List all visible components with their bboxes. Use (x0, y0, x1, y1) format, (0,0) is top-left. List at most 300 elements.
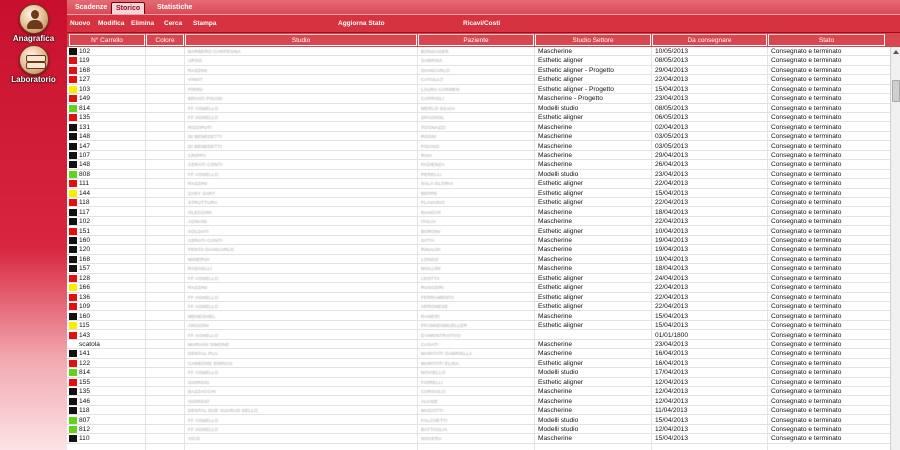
cell-da-consegnare: 10/05/2013 (655, 48, 689, 55)
cell-paziente: CATULLO (421, 77, 444, 83)
color-swatch (69, 105, 77, 112)
cell-stato: Consegnato e terminato (771, 397, 842, 405)
color-swatch (69, 143, 77, 150)
color-swatch (69, 161, 77, 168)
cell-studio-settore: Modelli studio (538, 104, 579, 112)
cell-studio: ANGIONI (188, 323, 209, 329)
cell-carrello: 166 (79, 284, 91, 292)
color-swatch (69, 379, 77, 386)
color-swatch (69, 57, 77, 64)
cell-studio-settore: Esthetic aligner (538, 199, 584, 207)
nuovo-button[interactable]: Nuovo (70, 20, 91, 27)
sidebar-item-label: Anagrafica (12, 34, 55, 43)
cell-stato: Consegnato e terminato (771, 123, 842, 131)
cell-da-consegnare: 12/04/2013 (655, 388, 689, 396)
cell-studio: FF AGNELLO (188, 105, 219, 111)
cell-stato: Consegnato e terminato (771, 378, 842, 386)
cell-studio-settore: Esthetic aligner (538, 303, 584, 311)
cell-paziente: TOGNAZZI (421, 124, 446, 130)
cell-studio: SOLDATI (188, 228, 209, 234)
cell-carrello: 814 (79, 369, 91, 377)
table-row[interactable] (67, 123, 890, 132)
cell-studio-settore: Esthetic aligner (538, 284, 584, 292)
cell-carrello: 147 (79, 142, 91, 150)
cell-da-consegnare: 18/04/2013 (655, 265, 689, 273)
table-row[interactable] (67, 378, 890, 387)
cell-stato: Consegnato e terminato (771, 189, 842, 197)
table-row[interactable] (67, 349, 890, 358)
cell-studio-settore: Esthetic aligner (538, 274, 584, 282)
cell-stato: Consegnato e terminato (771, 426, 842, 433)
color-swatch (69, 256, 77, 263)
cell-studio: GIORGIO (188, 398, 210, 404)
cell-stato: Consegnato e terminato (771, 95, 842, 103)
cell-paziente: MERLO SILVIA (421, 105, 455, 111)
table-row[interactable] (67, 406, 890, 415)
stampa-button[interactable]: Stampa (193, 20, 217, 27)
color-swatch (69, 190, 77, 197)
cell-stato: Consegnato e terminato (771, 85, 842, 93)
cell-studio: GIORGIO (188, 379, 210, 385)
cell-studio-settore: Esthetic aligner (538, 114, 584, 122)
cell-stato: Consegnato e terminato (771, 114, 842, 122)
color-swatch (69, 124, 77, 131)
cell-paziente: SABRINA (421, 58, 443, 64)
vertical-scrollbar[interactable] (890, 47, 900, 450)
ricavi-costi-button[interactable]: Ricavi/Costi (463, 20, 501, 27)
cell-carrello: 128 (79, 274, 91, 282)
table-row[interactable] (67, 113, 890, 122)
cell-stato: Consegnato e terminato (771, 293, 842, 301)
cell-stato: Consegnato e terminato (771, 331, 842, 339)
cell-da-consegnare: 17/04/2013 (655, 369, 689, 377)
table-row[interactable] (67, 56, 890, 65)
cell-studio: FF AGNELLO (188, 115, 219, 121)
table-row[interactable] (67, 236, 890, 245)
table-row[interactable] (67, 66, 890, 75)
cell-da-consegnare: 15/04/2013 (655, 416, 689, 424)
cell-da-consegnare: 29/04/2013 (655, 66, 689, 74)
cell-da-consegnare: 22/04/2013 (655, 284, 689, 292)
cell-da-consegnare: 15/04/2013 (655, 322, 689, 330)
table-row[interactable] (67, 425, 890, 434)
cell-studio: OLEGGINI (188, 209, 212, 215)
cell-paziente: PISANO (421, 143, 440, 149)
cerca-button[interactable]: Cerca (164, 20, 183, 27)
color-swatch (69, 152, 77, 159)
cell-da-consegnare: 12/04/2013 (655, 378, 689, 386)
cell-da-consegnare: 01/01/1800 (655, 331, 689, 339)
table-row[interactable] (67, 189, 890, 198)
color-swatch (69, 284, 77, 291)
color-swatch (69, 407, 77, 414)
cell-carrello: 157 (79, 265, 91, 273)
cell-carrello: 146 (79, 397, 91, 405)
cell-carrello: 814 (79, 104, 91, 112)
table-row[interactable] (67, 340, 890, 349)
cell-studio: MINERVA (188, 256, 210, 262)
cell-studio-settore: Mascherine (538, 246, 573, 254)
cell-studio: FF AGNELLO (188, 275, 219, 281)
color-swatch (69, 218, 77, 225)
cell-studio-settore: Esthetic aligner (538, 293, 584, 301)
color-swatch (69, 388, 77, 395)
cell-da-consegnare: 02/04/2013 (655, 123, 689, 131)
cell-da-consegnare: 03/05/2013 (655, 142, 689, 150)
table-row[interactable] (67, 416, 890, 425)
color-swatch (69, 360, 77, 367)
cell-carrello: 136 (79, 293, 91, 301)
cell-studio-settore: Mascherine (538, 407, 573, 415)
table-row[interactable] (67, 255, 890, 264)
table-row[interactable] (67, 160, 890, 169)
cell-da-consegnare: 24/04/2013 (655, 274, 689, 282)
cell-carrello: 118 (79, 407, 90, 415)
tab-storico[interactable]: Storico (111, 2, 145, 14)
table-row[interactable] (67, 434, 890, 443)
table-row[interactable] (67, 142, 890, 151)
cell-stato: Consegnato e terminato (771, 199, 842, 207)
cell-da-consegnare: 12/04/2013 (655, 397, 689, 405)
table-row[interactable] (67, 397, 890, 406)
storico-table (67, 47, 890, 450)
table-row[interactable] (67, 132, 890, 141)
cell-da-consegnare: 15/04/2013 (655, 312, 689, 320)
cell-studio-settore: Mascherine (538, 48, 573, 55)
cell-paziente: FALCHETTI (421, 417, 448, 423)
cell-da-consegnare: 10/04/2013 (655, 227, 689, 235)
table-row[interactable] (67, 151, 890, 160)
cell-paziente: FERRAMENTA (421, 294, 455, 300)
cell-stato: Consegnato e terminato (771, 274, 842, 282)
cell-studio: MARIANI SIMONE (188, 341, 230, 347)
cell-stato: Consegnato e terminato (771, 237, 842, 244)
cell-da-consegnare: 19/04/2013 (655, 255, 689, 263)
table-row[interactable] (67, 217, 890, 226)
cell-da-consegnare: 22/04/2013 (655, 76, 689, 84)
cell-studio-settore: Esthetic aligner (538, 76, 584, 84)
cell-stato: Consegnato e terminato (771, 48, 842, 55)
cell-paziente: RANERI (421, 313, 440, 319)
table-row[interactable] (67, 179, 890, 188)
cell-da-consegnare: 19/04/2013 (655, 246, 689, 254)
cell-da-consegnare: 15/04/2013 (655, 85, 689, 93)
table-row[interactable] (67, 245, 890, 254)
cell-paziente: BIANCHI (421, 209, 442, 215)
cell-da-consegnare: 15/04/2013 (655, 435, 689, 443)
cell-carrello: 160 (79, 312, 91, 320)
cell-studio-settore: Esthetic aligner (538, 359, 584, 367)
cell-da-consegnare: 15/04/2013 (655, 189, 689, 197)
cell-studio: CARBONE ENRICO (188, 360, 233, 366)
elimina-button[interactable]: Elimina (131, 20, 155, 27)
cell-paziente: BATTAGLIA (421, 427, 448, 432)
cell-studio: BAZZACCHI (188, 389, 216, 395)
color-swatch (69, 86, 77, 93)
cell-paziente: PAZIENZA (421, 162, 445, 168)
column-header-studio[interactable]: Studio (185, 34, 417, 46)
cell-da-consegnare: 22/04/2013 (655, 303, 689, 311)
cell-paziente: PFANNENMUELLER (421, 323, 468, 329)
cell-paziente: SPAGNOL (421, 115, 445, 121)
color-swatch (69, 369, 77, 376)
color-swatch (69, 265, 77, 272)
column-header-da-consegnare[interactable]: Da consegnare (652, 34, 767, 46)
color-swatch (69, 322, 77, 329)
cell-paziente: CASATI (421, 341, 439, 347)
color-swatch (69, 237, 77, 244)
column-header-paziente[interactable]: Paziente (418, 34, 534, 46)
cell-stato: Consegnato e terminato (771, 416, 842, 424)
cell-carrello: 807 (79, 416, 91, 424)
cell-paziente: NOCERA (421, 436, 442, 442)
cell-stato: Consegnato e terminato (771, 180, 842, 188)
table-row[interactable] (67, 368, 890, 377)
sidebar-item-laboratorio[interactable] (0, 45, 67, 84)
cell-studio: FF AGNELLO (188, 332, 219, 338)
table-row[interactable] (67, 283, 890, 292)
cell-stato: Consegnato e terminato (771, 161, 842, 169)
cell-studio: FF AGNELLO (188, 294, 219, 300)
scroll-up-icon[interactable] (892, 48, 900, 56)
cell-stato: Consegnato e terminato (771, 76, 842, 84)
column-header-studio-settore[interactable]: Studio Settore (535, 34, 651, 46)
cell-stato: Consegnato e terminato (771, 133, 842, 141)
cell-da-consegnare: 26/04/2013 (655, 161, 689, 169)
color-swatch (69, 350, 77, 357)
cell-carrello: 151 (79, 227, 91, 235)
cell-carrello: 102 (79, 218, 91, 226)
cell-studio: FF AGNELLO (188, 417, 219, 423)
cell-paziente: PLAVARIO (421, 200, 445, 206)
cell-studio-settore: Modelli studio (538, 426, 579, 433)
cell-carrello: 120 (79, 246, 91, 254)
cell-studio-settore: Mascherine (538, 123, 573, 131)
cell-studio: VINOT (188, 77, 204, 83)
cell-carrello: 168 (79, 66, 91, 74)
cell-carrello: 141 (79, 350, 91, 358)
cell-studio-settore: Mascherine (538, 397, 573, 405)
cell-carrello: 103 (79, 85, 91, 93)
color-swatch (69, 275, 77, 282)
cell-da-consegnare: 22/04/2013 (655, 199, 689, 207)
cell-carrello: 143 (79, 331, 91, 339)
cell-da-consegnare: 12/04/2013 (655, 426, 689, 433)
cell-carrello: 148 (79, 133, 91, 141)
cell-studio-settore: Mascherine (538, 350, 573, 358)
cell-stato: Consegnato e terminato (771, 142, 842, 150)
cell-stato: Consegnato e terminato (771, 255, 842, 263)
cell-studio-settore: Esthetic aligner (538, 180, 584, 188)
cell-studio: DI BENEDETTI (188, 134, 223, 140)
cell-paziente: LEOTTA (421, 275, 440, 281)
cell-paziente: GIANCARLO (421, 67, 450, 73)
cell-carrello: 149 (79, 95, 91, 103)
cell-studio-settore: Mascherine - Progetto (538, 95, 603, 103)
cell-studio: RAZZINI (188, 285, 208, 291)
table-row[interactable] (67, 321, 890, 330)
sidebar-item-anagrafica[interactable] (0, 4, 67, 43)
color-swatch (69, 180, 77, 187)
cell-carrello: 168 (79, 255, 91, 263)
cell-studio: MENEGHEL (188, 313, 216, 319)
aggiorna-stato-button[interactable]: Aggiorna Stato (338, 20, 385, 27)
cell-studio-settore: Esthetic aligner (538, 227, 584, 235)
cell-carrello: 155 (79, 378, 91, 386)
color-swatch (69, 426, 77, 433)
color-swatch (69, 171, 77, 178)
cell-studio-settore: Mascherine (538, 265, 573, 273)
cell-da-consegnare: 11/04/2013 (655, 407, 688, 415)
cell-studio: PENTA GIANCARLO (188, 247, 235, 253)
cell-studio: PIRINI (188, 86, 203, 92)
cell-studio: DI BENEDETTI (188, 143, 223, 149)
color-swatch (69, 114, 77, 121)
cell-carrello: 118 (79, 199, 90, 207)
table-row[interactable] (67, 227, 890, 236)
cell-paziente: D'AMOSTRATIVO (421, 332, 461, 338)
cell-da-consegnare: 22/04/2013 (655, 180, 689, 188)
cell-stato: Consegnato e terminato (771, 303, 842, 311)
sidebar-item-label: Laboratorio (11, 75, 56, 84)
cell-paziente: BEPPE (421, 190, 438, 196)
cell-studio: DENTAL DUE SUARAD DELLO (188, 408, 258, 414)
table-row[interactable] (67, 312, 890, 321)
left-sidebar (0, 0, 67, 450)
column-header-stato[interactable]: Stato (768, 34, 885, 46)
cell-stato: Consegnato e terminato (771, 151, 842, 159)
table-row[interactable] (67, 387, 890, 396)
cell-stato: Consegnato e terminato (771, 435, 842, 443)
table-row[interactable] (67, 104, 890, 113)
cell-studio: FF AGNELLO (188, 304, 219, 310)
cell-carrello: 122 (79, 359, 91, 367)
cell-studio-settore: Mascherine (538, 208, 573, 216)
cell-studio-settore: Mascherine (538, 133, 573, 141)
cell-paziente: ITALIA (421, 219, 436, 225)
color-swatch (69, 246, 77, 253)
cell-da-consegnare: 23/04/2013 (655, 95, 689, 103)
color-swatch (69, 398, 77, 405)
table-row[interactable] (67, 94, 890, 103)
table-row[interactable] (67, 47, 890, 56)
color-swatch (69, 228, 77, 235)
cell-paziente: BONSAGER (421, 49, 449, 54)
cell-da-consegnare: 19/04/2013 (655, 237, 689, 244)
cell-studio-settore: Modelli studio (538, 170, 579, 178)
color-swatch (69, 313, 77, 320)
cell-studio: RAZZINI (188, 181, 208, 187)
cell-studio-settore: Esthetic aligner (538, 189, 584, 197)
person-icon (19, 4, 49, 34)
color-swatch (69, 76, 77, 83)
table-row[interactable] (67, 198, 890, 207)
cell-studio-settore: Mascherine (538, 388, 573, 396)
table-row[interactable] (67, 170, 890, 179)
cell-stato: Consegnato e terminato (771, 312, 842, 320)
cell-stato: Consegnato e terminato (771, 359, 842, 367)
cell-paziente: SITTA (421, 238, 435, 243)
cell-paziente: RUGGERI (421, 285, 444, 291)
table-row[interactable] (67, 85, 890, 94)
cell-paziente: LAURA CARMEN (421, 86, 460, 92)
cell-carrello: 119 (79, 57, 90, 65)
cell-studio: STRUTTURA (188, 200, 218, 206)
cell-studio: RIZZIPUTI (188, 124, 212, 130)
cell-paziente: CORSOLO (421, 389, 446, 395)
cell-studio: RADAELLI (188, 266, 212, 272)
cell-studio: ZARY ZARY (188, 190, 216, 196)
cell-paziente: RIVA (421, 152, 433, 158)
cell-da-consegnare: 08/05/2013 (655, 104, 689, 112)
column-header-colore[interactable]: Colore (146, 34, 184, 46)
table-row[interactable] (67, 359, 890, 368)
cell-stato: Consegnato e terminato (771, 246, 842, 254)
table-row[interactable] (67, 293, 890, 302)
cell-paziente: MOLLINI (421, 266, 441, 272)
cell-stato: Consegnato e terminato (771, 57, 842, 65)
cell-studio: FF AGNELLO (188, 370, 219, 376)
table-row[interactable] (67, 331, 890, 340)
table-row[interactable] (67, 274, 890, 283)
table-row[interactable] (67, 208, 890, 217)
cell-carrello: 127 (79, 76, 91, 84)
color-swatch (69, 332, 77, 339)
cell-da-consegnare: 06/05/2013 (655, 114, 689, 122)
cell-paziente: SALA GLORIA (421, 181, 454, 187)
cell-studio-settore: Mascherine (538, 218, 573, 226)
color-swatch (69, 209, 77, 216)
cell-studio-settore: Esthetic aligner - Progetto (538, 85, 614, 93)
column-header-carrello[interactable]: N° Carrello (69, 34, 145, 46)
cell-studio-settore: Mascherine (538, 340, 573, 348)
cell-paziente: MAGOTTI (421, 408, 444, 414)
cell-paziente: ROSSI (421, 134, 437, 140)
cell-studio-settore: Mascherine (538, 161, 573, 169)
cell-paziente: FIORELLI (421, 379, 444, 385)
cell-studio-settore: Mascherine (538, 312, 573, 320)
scrollbar-thumb[interactable] (892, 80, 900, 102)
color-swatch (69, 133, 77, 140)
modifica-button[interactable]: Modifica (98, 20, 125, 27)
table-row[interactable] (67, 302, 890, 311)
cell-paziente: VERONESE (421, 304, 449, 310)
cell-studio-settore: Modelli studio (538, 369, 579, 377)
cell-studio-settore: Esthetic aligner (538, 378, 584, 386)
tab-scadenze[interactable]: Scadenze (75, 4, 108, 11)
cell-carrello: 148 (79, 161, 91, 169)
cell-da-consegnare: 08/05/2013 (655, 57, 689, 65)
cell-stato: Consegnato e terminato (771, 284, 842, 292)
cell-paziente: PERELLI (421, 171, 442, 177)
cell-carrello: 144 (79, 189, 91, 197)
tab-statistiche[interactable]: Statistiche (157, 4, 193, 11)
cell-stato: Consegnato e terminato (771, 170, 842, 178)
cell-studio: AGNANI (188, 219, 207, 225)
cell-stato: Consegnato e terminato (771, 104, 842, 112)
table-row[interactable] (67, 75, 890, 84)
cell-da-consegnare: 16/04/2013 (655, 359, 689, 367)
cell-carrello: 135 (79, 114, 91, 122)
toolbar (67, 14, 900, 33)
cell-carrello: 135 (79, 388, 91, 396)
cell-studio: BARBERO CARPEGNA (188, 49, 241, 54)
cell-stato: Consegnato e terminato (771, 66, 842, 74)
cell-stato: Consegnato e terminato (771, 340, 842, 348)
cell-paziente: BORONI (421, 228, 441, 234)
cell-carrello: 102 (79, 48, 91, 55)
table-row[interactable] (67, 264, 890, 273)
